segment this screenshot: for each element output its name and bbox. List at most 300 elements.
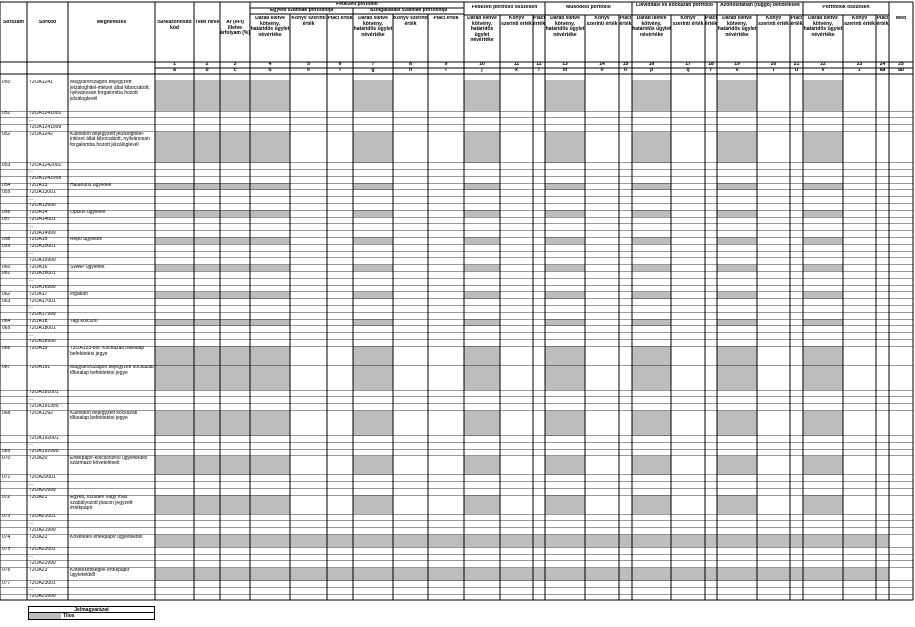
row-code: 72OA20 xyxy=(29,455,48,461)
shaded-cell xyxy=(464,535,500,548)
group-header-azonos: Azonosítatlan (függő) befizetések xyxy=(720,3,800,8)
row-number: 054 xyxy=(2,183,11,188)
row-code: ... xyxy=(29,481,34,487)
row-number: 061 xyxy=(2,271,11,277)
column-letter-23: u xyxy=(794,68,799,73)
shaded-cell xyxy=(545,495,585,514)
column-header-10: Könyv szerinti érték xyxy=(393,16,428,27)
column-letter-13: k xyxy=(515,68,518,73)
column-header-6: Darab illetve kötvény, határidős ügylet névértéke xyxy=(250,16,290,38)
shaded-cell xyxy=(194,568,220,581)
shaded-cell xyxy=(545,265,585,272)
shaded-cell xyxy=(632,346,671,365)
row-number: 069 xyxy=(2,449,11,455)
row-name xyxy=(68,390,155,397)
shaded-cell xyxy=(803,237,843,244)
shaded-cell xyxy=(717,456,757,475)
row-number: 057 xyxy=(2,217,11,222)
shaded-cell xyxy=(290,535,327,548)
shaded-cell xyxy=(220,265,250,272)
shaded-cell xyxy=(220,292,250,299)
row-name xyxy=(68,203,155,210)
column-number-23: 21 xyxy=(793,62,800,67)
group-header-likvid: Likviditási és kockázati portfólió xyxy=(636,3,713,8)
row-name: Külföldön bejegyzett kockázati tőkealap befektetési jegye xyxy=(70,410,138,422)
row-number xyxy=(0,312,27,319)
shaded-cell xyxy=(500,568,533,581)
shaded-cell xyxy=(353,80,393,111)
column-number-17: 15 xyxy=(622,62,629,67)
row-name: Követelés értékpapír ügyletekből xyxy=(70,534,143,540)
shaded-cell xyxy=(545,411,585,436)
row-number xyxy=(0,258,27,265)
row-number xyxy=(0,305,27,312)
shaded-cell xyxy=(464,292,500,299)
group-header-fedezeti: Fedezeti portfólió xyxy=(336,2,378,7)
row-name xyxy=(68,285,155,292)
shaded-cell xyxy=(843,568,876,581)
row-name xyxy=(68,169,155,176)
column-letter-9: g xyxy=(371,68,375,73)
shaded-cell xyxy=(717,183,757,190)
legend-title: Jelmagyarázat xyxy=(28,606,155,613)
shaded-cell xyxy=(250,210,290,217)
row-code: 72OA22999 xyxy=(29,560,56,566)
shaded-cell xyxy=(464,495,500,514)
shaded-cell xyxy=(194,237,220,244)
shaded-cell xyxy=(155,183,194,190)
row-code: 72OA23999 xyxy=(29,594,56,600)
shaded-cell xyxy=(220,80,250,111)
row-name: Repó ügyletek xyxy=(70,237,102,243)
shaded-cell xyxy=(464,265,500,272)
shaded-cell xyxy=(803,183,843,190)
shaded-cell xyxy=(632,292,671,299)
column-letter-7: e xyxy=(307,68,310,73)
row-name xyxy=(68,271,155,278)
shaded-cell xyxy=(632,210,671,217)
shaded-cell xyxy=(876,568,889,581)
shaded-cell xyxy=(194,210,220,217)
shaded-cell xyxy=(545,210,585,217)
column-header-16: Könyv szerinti érték xyxy=(586,16,618,27)
column-header-23: Piaci érték xyxy=(790,16,803,27)
row-code: ... xyxy=(29,117,34,123)
row-code: ... xyxy=(29,169,34,175)
shaded-cell xyxy=(464,346,500,365)
row-code: 72OA14 xyxy=(29,210,48,216)
shaded-cell xyxy=(619,535,632,548)
shaded-cell xyxy=(220,346,250,365)
shaded-cell xyxy=(464,456,500,475)
column-header-15: Darab illetve kötvény, határidős ügylet névértéke xyxy=(545,16,585,38)
shaded-cell xyxy=(155,292,194,299)
row-number: 075 xyxy=(2,547,11,553)
row-name xyxy=(68,594,155,601)
row-code: 72OA1241 xyxy=(29,80,53,85)
column-header-22: Könyv szerinti érték xyxy=(758,16,789,27)
shaded-cell xyxy=(290,568,327,581)
shaded-cell xyxy=(632,183,671,190)
shaded-cell xyxy=(632,319,671,326)
shaded-cell xyxy=(464,210,500,217)
row-code: ... xyxy=(29,251,34,256)
column-header-25: Könyv szerinti érték xyxy=(844,16,875,27)
row-name xyxy=(68,278,155,285)
row-code: 72OA18001 xyxy=(29,325,56,331)
row-code: 72OA19 xyxy=(29,346,48,352)
shaded-cell xyxy=(353,210,393,217)
row-name xyxy=(68,397,155,404)
row-code: 72OA18999 xyxy=(29,339,56,345)
row-number xyxy=(0,197,27,204)
row-name xyxy=(68,547,155,554)
row-code: 72OA21999 xyxy=(29,527,56,533)
shaded-cell xyxy=(250,365,290,390)
row-code: 72OA15001 xyxy=(29,244,56,250)
row-code: 72OA13 xyxy=(29,183,48,188)
shaded-cell xyxy=(194,183,220,190)
row-name xyxy=(68,299,155,306)
shaded-cell xyxy=(353,132,393,163)
shaded-cell xyxy=(464,411,500,436)
shaded-cell xyxy=(632,365,671,390)
shaded-cell xyxy=(155,237,194,244)
column-number-15: 13 xyxy=(562,62,568,67)
shaded-cell xyxy=(194,365,220,390)
shaded-cell xyxy=(545,237,585,244)
column-letter-19: q xyxy=(686,68,690,73)
shaded-cell xyxy=(464,568,500,581)
shaded-cell xyxy=(353,568,393,581)
column-letter-14: l xyxy=(538,68,540,73)
shaded-cell xyxy=(194,346,220,365)
row-number: 071 xyxy=(2,474,11,480)
column-letter-10: h xyxy=(408,68,413,73)
shaded-cell xyxy=(250,411,290,436)
row-code: ... xyxy=(29,587,34,593)
column-number-11: 9 xyxy=(444,62,448,67)
row-number: 072 xyxy=(2,495,11,501)
shaded-cell xyxy=(803,346,843,365)
shaded-cell xyxy=(155,456,194,475)
shaded-cell xyxy=(220,495,250,514)
shaded-cell xyxy=(632,80,671,111)
shaded-cell xyxy=(155,80,194,111)
shaded-cell xyxy=(545,183,585,190)
shaded-cell xyxy=(803,456,843,475)
shaded-cell xyxy=(250,346,290,365)
row-code: 72OA192999 xyxy=(29,449,59,455)
column-letter-17: o xyxy=(623,68,628,73)
column-header-21: Darab illetve kötvény, határidős ügylet névértéke xyxy=(717,16,757,38)
shaded-cell xyxy=(717,210,757,217)
row-number: 062 xyxy=(2,291,11,297)
row-code: 72OA1242999 xyxy=(29,176,62,182)
shaded-cell xyxy=(220,319,250,326)
column-letter-6: d xyxy=(268,68,272,73)
row-number xyxy=(0,125,27,132)
shaded-cell xyxy=(717,568,757,581)
row-number xyxy=(0,587,27,594)
row-name: Ingatlan xyxy=(70,291,88,297)
row-code: 72OA191999 xyxy=(29,403,59,409)
row-code: 72OA16999 xyxy=(29,285,56,290)
shaded-cell xyxy=(632,237,671,244)
shaded-cell xyxy=(353,411,393,436)
row-code: 72OA16001 xyxy=(29,271,56,277)
shaded-cell xyxy=(250,237,290,244)
shaded-cell xyxy=(803,535,843,548)
row-number xyxy=(0,278,27,285)
column-header-19: Könyv szerinti érték xyxy=(672,16,704,27)
shaded-cell xyxy=(250,292,290,299)
row-number xyxy=(0,436,27,443)
shaded-cell xyxy=(464,237,500,244)
row-number xyxy=(0,251,27,258)
row-name xyxy=(68,231,155,238)
shaded-cell xyxy=(220,411,250,436)
row-number: 063 xyxy=(2,298,11,304)
column-letter-24: v xyxy=(821,68,825,73)
shaded-cell xyxy=(194,265,220,272)
row-name: Értékpapír-kölcsönzési ügyletekből származó követelések xyxy=(70,455,148,467)
column-letter-15: m xyxy=(562,68,568,73)
row-code: 72OA192001 xyxy=(29,435,59,441)
row-number xyxy=(0,224,27,231)
row-code: 72OA22001 xyxy=(29,547,56,553)
group-header-portf-osszesen: Portfóliók összesen xyxy=(822,5,870,10)
row-name: Tagi kölcsön xyxy=(70,319,98,324)
row-name xyxy=(68,333,155,340)
row-number xyxy=(0,554,27,561)
row-number xyxy=(0,231,27,238)
group-header-szolg: Szolgáltatási számlák portfóliója xyxy=(369,8,448,13)
row-number: 058 xyxy=(2,237,11,243)
row-name xyxy=(68,118,155,125)
row-name: Határidős ügyletek xyxy=(70,183,112,188)
shaded-cell xyxy=(803,210,843,217)
row-number xyxy=(0,561,27,568)
row-number: 060 xyxy=(2,264,11,270)
column-number-4: 2 xyxy=(205,62,209,67)
row-number xyxy=(0,176,27,183)
shaded-cell xyxy=(220,568,250,581)
shaded-cell xyxy=(250,319,290,326)
shaded-cell xyxy=(353,495,393,514)
shaded-cell xyxy=(632,495,671,514)
column-header-5: Ár (eFt) illetve árfolyam (%) xyxy=(220,20,250,37)
shaded-cell xyxy=(250,132,290,163)
shaded-cell xyxy=(876,535,889,548)
row-code: 72OA1242 xyxy=(29,131,53,137)
row-name xyxy=(68,190,155,197)
row-number xyxy=(0,528,27,535)
shaded-cell xyxy=(803,319,843,326)
row-name xyxy=(68,305,155,312)
column-number-7: 5 xyxy=(307,62,310,67)
shaded-cell xyxy=(803,495,843,514)
row-name xyxy=(68,521,155,528)
row-code: ... xyxy=(29,396,34,402)
row-number: 064 xyxy=(2,319,11,324)
shaded-cell xyxy=(632,411,671,436)
column-header-17: Piaci érték xyxy=(619,16,632,27)
shaded-cell xyxy=(250,535,290,548)
row-number: 051 xyxy=(2,111,11,117)
row-code: 72OA20001 xyxy=(29,474,56,480)
column-number-13: 11 xyxy=(513,62,520,67)
column-number-18: 16 xyxy=(648,62,655,67)
row-number xyxy=(0,404,27,411)
row-number xyxy=(0,169,27,176)
column-header-20: Piaci érték xyxy=(705,16,717,27)
shaded-cell xyxy=(717,319,757,326)
shaded-cell xyxy=(545,346,585,365)
shaded-cell xyxy=(220,183,250,190)
column-number-16: 14 xyxy=(599,62,605,67)
shaded-cell xyxy=(790,535,803,548)
shaded-cell xyxy=(353,237,393,244)
row-number: 073 xyxy=(2,514,11,520)
row-code: 72OA21001 xyxy=(29,514,56,520)
row-name xyxy=(68,581,155,588)
column-number-5: 3 xyxy=(233,62,237,67)
row-number: 070 xyxy=(2,455,11,461)
row-number xyxy=(0,118,27,125)
row-code: 72OA191001 xyxy=(29,390,59,396)
shaded-cell xyxy=(717,132,757,163)
row-name xyxy=(68,339,155,346)
column-letter-18: p xyxy=(649,68,654,73)
group-header-egyedi: Egyedi számlák portfóliója xyxy=(269,8,334,13)
shaded-cell xyxy=(194,80,220,111)
column-header-4: Tétel neve xyxy=(194,20,220,25)
row-name xyxy=(68,561,155,568)
row-code: ... xyxy=(29,442,34,448)
row-code: 72OA191 xyxy=(29,365,51,371)
shaded-cell xyxy=(155,365,194,390)
shaded-cell xyxy=(220,132,250,163)
shaded-cell xyxy=(632,535,671,548)
column-number-24: 22 xyxy=(820,62,826,67)
shaded-cell xyxy=(545,132,585,163)
row-code: 72OA14001 xyxy=(29,217,56,222)
row-number: 074 xyxy=(2,534,11,540)
column-header-11: Piaci érték xyxy=(433,16,459,21)
shaded-cell xyxy=(803,80,843,111)
column-number-19: 17 xyxy=(685,62,691,67)
shaded-cell xyxy=(803,265,843,272)
row-number: 050 xyxy=(2,80,11,85)
shaded-cell xyxy=(353,292,393,299)
row-name xyxy=(68,312,155,319)
column-header-3: ISIN/azonosító kód xyxy=(157,20,192,31)
shaded-cell xyxy=(545,535,585,548)
column-number-27: 25 xyxy=(898,62,904,67)
shaded-cell xyxy=(194,456,220,475)
row-name xyxy=(68,488,155,495)
column-header-26: Piaci érték xyxy=(876,16,889,27)
row-number: 065 xyxy=(2,325,11,331)
shaded-cell xyxy=(155,265,194,272)
shaded-cell xyxy=(194,411,220,436)
row-number xyxy=(0,339,27,346)
column-header-18: Darab illetve kötvény, határidős ügylet névértéke xyxy=(632,16,671,38)
shaded-cell xyxy=(464,80,500,111)
row-number: 059 xyxy=(2,244,11,250)
row-name xyxy=(68,258,155,265)
shaded-cell xyxy=(250,183,290,190)
row-name xyxy=(68,528,155,535)
shaded-cell xyxy=(585,535,619,548)
row-number xyxy=(0,203,27,210)
shaded-cell xyxy=(393,535,428,548)
shaded-cell xyxy=(705,535,717,548)
row-name: SWAP ügyletek xyxy=(70,264,105,270)
shaded-cell xyxy=(717,535,757,548)
shaded-cell xyxy=(428,568,464,581)
column-header-2: Megnevezés xyxy=(96,20,127,25)
column-number-12: 10 xyxy=(479,62,485,67)
shaded-cell xyxy=(353,346,393,365)
column-header-27: Mód xyxy=(895,16,907,21)
shaded-cell xyxy=(155,210,194,217)
shaded-cell xyxy=(220,210,250,217)
shaded-cell xyxy=(545,568,585,581)
row-number xyxy=(0,521,27,528)
shaded-cell xyxy=(533,568,545,581)
shaded-cell xyxy=(619,568,632,581)
row-name xyxy=(68,436,155,443)
column-letter-25: z xyxy=(858,68,861,73)
shaded-cell xyxy=(717,365,757,390)
column-header-24: Darab illetve kötvény, határidős ügylet névértéke xyxy=(803,16,843,38)
column-header-14: Piaci érték xyxy=(533,16,545,27)
row-code: 72OA16 xyxy=(29,264,48,270)
column-number-14: 12 xyxy=(536,62,542,67)
column-header-13: Könyv szerinti érték xyxy=(501,16,532,27)
group-header-mukodesi: Működési portfólió xyxy=(566,5,611,10)
row-code: 72OA15 xyxy=(29,237,48,243)
column-header-1: Sorkód xyxy=(38,20,57,25)
row-name xyxy=(68,514,155,521)
shaded-cell xyxy=(585,568,619,581)
row-number xyxy=(0,397,27,404)
row-name xyxy=(68,125,155,132)
shaded-cell xyxy=(353,535,393,548)
column-header-7: Könyv szerinti érték xyxy=(291,16,326,27)
column-number-6: 4 xyxy=(268,62,272,67)
shaded-cell xyxy=(545,292,585,299)
shaded-cell xyxy=(393,568,428,581)
row-name xyxy=(68,326,155,333)
shaded-cell xyxy=(353,319,393,326)
shaded-cell xyxy=(155,495,194,514)
shaded-cell xyxy=(790,568,803,581)
shaded-cell xyxy=(155,411,194,436)
column-number-26: 24 xyxy=(879,62,886,67)
row-code: 72OA23001 xyxy=(29,580,56,586)
row-number: 068 xyxy=(2,410,11,416)
shaded-cell xyxy=(717,411,757,436)
row-number: 056 xyxy=(2,210,11,216)
column-number-21: 19 xyxy=(734,62,740,67)
shaded-cell xyxy=(155,535,194,548)
shaded-cell xyxy=(464,132,500,163)
shaded-cell xyxy=(500,535,533,548)
row-code: 72OA17999 xyxy=(29,312,56,318)
